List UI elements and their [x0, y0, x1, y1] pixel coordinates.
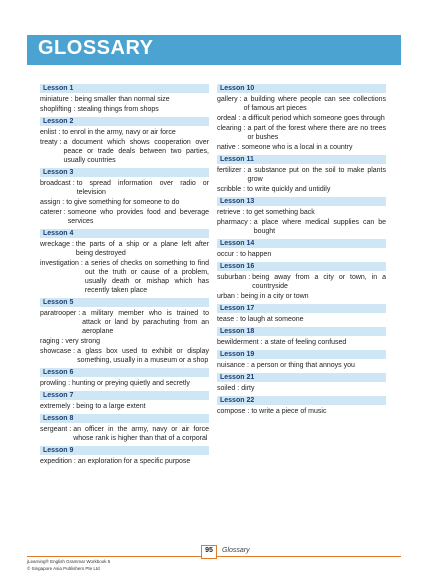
glossary-definition: to laugh at someone — [240, 316, 304, 323]
lesson-heading: Lesson 5 — [40, 298, 209, 307]
lesson-heading: Lesson 2 — [40, 117, 209, 126]
lesson-block — [217, 239, 386, 259]
lesson-heading: Lesson 11 — [217, 155, 386, 164]
glossary-term: broadcast — [40, 180, 71, 187]
glossary-definition: someone who provides food and beverage services — [67, 209, 209, 225]
glossary-definition: a difficult period which someone goes through — [242, 115, 385, 122]
glossary-banner — [27, 35, 401, 65]
term-separator: : — [72, 403, 75, 410]
lesson-heading: Lesson 4 — [40, 229, 209, 238]
glossary-term: scribble — [217, 186, 242, 193]
glossary-entry — [40, 347, 209, 365]
term-separator: : — [62, 199, 65, 206]
lesson-heading: Lesson 7 — [40, 391, 209, 400]
footer-section-label: Glossary — [222, 547, 250, 554]
term-separator: : — [248, 274, 251, 281]
term-separator: : — [260, 339, 263, 346]
term-separator: : — [73, 458, 76, 465]
lesson-block — [40, 446, 209, 466]
term-separator: : — [73, 348, 76, 355]
lesson-block — [40, 168, 209, 226]
glossary-entry — [40, 240, 209, 258]
glossary-term: nuisance — [217, 362, 246, 369]
term-separator: : — [69, 426, 72, 433]
term-separator: : — [70, 96, 73, 103]
glossary-definition: a document which shows cooperation over peace or trade deals between two parties, usually countries — [63, 139, 209, 164]
glossary-term: enlist — [40, 129, 57, 136]
lesson-heading: Lesson 3 — [40, 168, 209, 177]
glossary-right-column — [217, 84, 386, 419]
glossary-definition: a person or thing that annoys you — [250, 362, 355, 369]
glossary-entry — [217, 250, 386, 259]
footer-rule-right — [217, 556, 401, 557]
term-separator: : — [63, 209, 66, 216]
glossary-definition: to get something back — [246, 209, 315, 216]
term-separator: : — [249, 219, 252, 226]
glossary-term: fertilizer — [217, 167, 242, 174]
lesson-heading: Lesson 8 — [40, 414, 209, 423]
glossary-definition: being in a city or town — [240, 293, 309, 300]
footer-credit-title: jLearning® English Grammar Workbook 5 — [27, 559, 111, 564]
glossary-term: assign — [40, 199, 61, 206]
glossary-term: soiled — [217, 385, 236, 392]
glossary-definition: a place where medical supplies can be bought — [253, 219, 386, 235]
glossary-definition: to write a piece of music — [251, 408, 327, 415]
footer-credit-publisher: © Singapore Asia Publishers Pte Ltd — [27, 566, 100, 571]
lesson-heading: Lesson 10 — [217, 84, 386, 93]
term-separator: : — [247, 362, 249, 369]
lesson-heading: Lesson 19 — [217, 350, 386, 359]
term-separator: : — [243, 125, 246, 132]
lesson-block — [217, 84, 386, 152]
glossary-entry — [217, 124, 386, 142]
glossary-term: retrieve — [217, 209, 241, 216]
page-title: GLOSSARY — [38, 37, 154, 59]
glossary-entry — [217, 338, 386, 347]
glossary-definition: the parts of a ship or a plane left after being destroyed — [75, 241, 209, 257]
term-separator: : — [236, 251, 239, 258]
lesson-block — [217, 262, 386, 301]
lesson-block — [40, 391, 209, 411]
glossary-term: prowling — [40, 380, 67, 387]
glossary-term: urban — [217, 293, 235, 300]
term-separator: : — [71, 241, 74, 248]
glossary-definition: an exploration for a specific purpose — [77, 458, 191, 465]
glossary-entry — [40, 457, 209, 466]
glossary-entry — [217, 185, 386, 194]
glossary-definition: stealing things from shops — [77, 106, 159, 113]
term-separator: : — [239, 96, 242, 103]
term-separator: : — [242, 209, 245, 216]
glossary-term: tease — [217, 316, 235, 323]
page-number: 95 — [205, 547, 213, 554]
term-separator: : — [59, 139, 62, 146]
glossary-definition: to give something for someone to do — [66, 199, 180, 206]
glossary-term: investigation — [40, 260, 79, 267]
glossary-entry — [40, 259, 209, 295]
glossary-definition: being smaller than normal size — [74, 96, 170, 103]
glossary-entry — [217, 114, 386, 123]
glossary-definition: a military member who is trained to attack or land by parachuting from an aeroplane — [82, 310, 209, 335]
glossary-entry — [217, 273, 386, 291]
term-separator: : — [58, 129, 61, 136]
glossary-term: shoplifting — [40, 106, 72, 113]
lesson-block — [40, 368, 209, 388]
glossary-term: extremely — [40, 403, 71, 410]
lesson-block — [217, 155, 386, 194]
glossary-entry — [40, 128, 209, 137]
glossary-term: showcase — [40, 348, 72, 355]
glossary-definition: very strong — [65, 338, 101, 345]
glossary-entry — [40, 95, 209, 104]
glossary-definition: to enrol in the army, navy or air force — [62, 129, 176, 136]
glossary-definition: to write quickly and untidily — [247, 186, 331, 193]
lesson-heading: Lesson 18 — [217, 327, 386, 336]
term-separator: : — [237, 144, 240, 151]
glossary-term: raging — [40, 338, 60, 345]
glossary-definition: an officer in the army, navy or air force whose rank is higher than that of a corporal — [73, 426, 209, 442]
glossary-term: occur — [217, 251, 235, 258]
glossary-term: miniature — [40, 96, 69, 103]
glossary-term: paratrooper — [40, 310, 77, 317]
glossary-entry — [40, 198, 209, 207]
lesson-block — [217, 350, 386, 370]
glossary-term: ordeal — [217, 115, 237, 122]
lesson-block — [217, 373, 386, 393]
term-separator: : — [73, 106, 76, 113]
glossary-definition: hunting or preying quietly and secretly — [72, 380, 190, 387]
glossary-term: native — [217, 144, 236, 151]
glossary-entry — [217, 166, 386, 184]
glossary-definition: a building where people can see collections of famous art pieces — [243, 96, 386, 112]
lesson-heading: Lesson 17 — [217, 304, 386, 313]
term-separator: : — [72, 180, 75, 187]
lesson-heading: Lesson 1 — [40, 84, 209, 93]
lesson-heading: Lesson 21 — [217, 373, 386, 382]
glossary-left-column — [40, 84, 209, 469]
glossary-entry — [40, 105, 209, 114]
glossary-entry — [40, 425, 209, 443]
lesson-block — [40, 414, 209, 443]
glossary-definition: a glass box used to exhibit or display something, usually in a museum or a shop — [77, 348, 209, 364]
glossary-term: treaty — [40, 139, 58, 146]
lesson-block — [217, 197, 386, 236]
lesson-block — [40, 84, 209, 114]
term-separator: : — [68, 380, 71, 387]
term-separator: : — [247, 408, 250, 415]
term-separator: : — [238, 115, 241, 122]
glossary-entry — [40, 309, 209, 336]
lesson-heading: Lesson 16 — [217, 262, 386, 271]
glossary-term: suburban — [217, 274, 247, 281]
glossary-entry — [217, 384, 386, 393]
glossary-definition: a part of the forest where there are no trees or bushes — [247, 125, 386, 141]
lesson-block — [217, 327, 386, 347]
glossary-entry — [217, 292, 386, 301]
glossary-definition: to spread information over radio or television — [76, 180, 209, 196]
lesson-heading: Lesson 6 — [40, 368, 209, 377]
glossary-entry — [40, 402, 209, 411]
glossary-term: expedition — [40, 458, 72, 465]
glossary-term: clearing — [217, 125, 242, 132]
lesson-block — [40, 229, 209, 295]
glossary-definition: a substance put on the soil to make plants grow — [247, 167, 386, 183]
glossary-definition: being to a large extent — [76, 403, 146, 410]
glossary-entry — [40, 337, 209, 346]
term-separator: : — [236, 293, 239, 300]
term-separator: : — [61, 338, 64, 345]
glossary-entry — [217, 315, 386, 324]
glossary-term: sergeant — [40, 426, 68, 433]
glossary-entry — [217, 218, 386, 236]
glossary-entry — [217, 208, 386, 217]
term-separator: : — [78, 310, 81, 317]
lesson-block — [40, 298, 209, 365]
footer-rule-left — [27, 556, 201, 557]
lesson-block — [217, 304, 386, 324]
lesson-heading: Lesson 22 — [217, 396, 386, 405]
glossary-entry — [217, 95, 386, 113]
glossary-term: pharmacy — [217, 219, 248, 226]
glossary-entry — [40, 379, 209, 388]
glossary-term: gallery — [217, 96, 238, 103]
lesson-block — [217, 396, 386, 416]
glossary-definition: a state of feeling confused — [264, 339, 347, 346]
glossary-entry — [217, 407, 386, 416]
term-separator: : — [237, 385, 240, 392]
glossary-definition: to happen — [240, 251, 272, 258]
glossary-entry — [40, 138, 209, 165]
glossary-entry — [217, 361, 386, 370]
term-separator: : — [80, 260, 83, 267]
term-separator: : — [243, 186, 246, 193]
lesson-heading: Lesson 9 — [40, 446, 209, 455]
glossary-term: bewilderment — [217, 339, 259, 346]
glossary-entry — [40, 208, 209, 226]
lesson-block — [40, 117, 209, 165]
glossary-entry — [217, 143, 386, 152]
glossary-definition: dirty — [241, 385, 255, 392]
glossary-term: compose — [217, 408, 246, 415]
glossary-definition: a series of checks on something to find out the truth or cause of a problem, usually death or mishap which has recently taken place — [84, 260, 209, 294]
glossary-term: caterer — [40, 209, 62, 216]
glossary-definition: being away from a city or town, in a countryside — [252, 274, 386, 290]
term-separator: : — [243, 167, 246, 174]
glossary-definition: someone who is a local in a country — [241, 144, 353, 151]
term-separator: : — [236, 316, 239, 323]
lesson-heading: Lesson 13 — [217, 197, 386, 206]
glossary-entry — [40, 179, 209, 197]
glossary-term: wreckage — [40, 241, 70, 248]
lesson-heading: Lesson 14 — [217, 239, 386, 248]
